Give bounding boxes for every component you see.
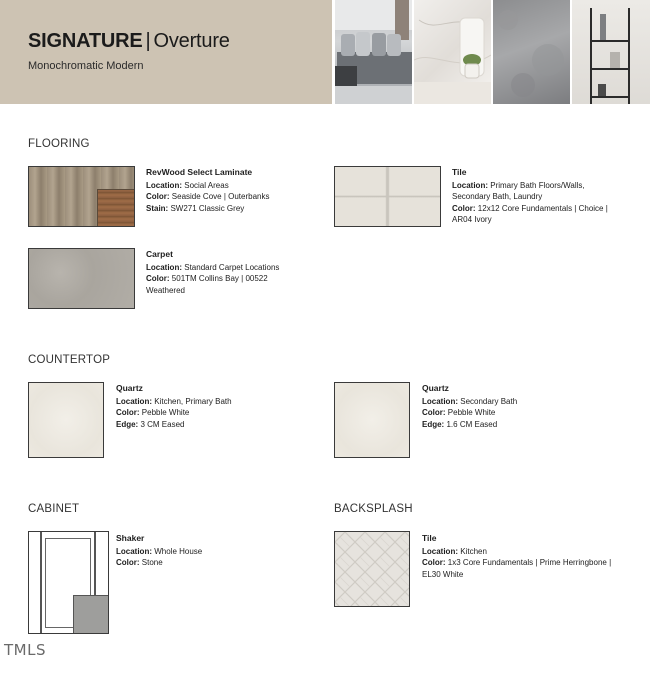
floor-tile-location: Primary Bath Floors/Walls, — [490, 180, 585, 190]
cabinet-details: Shaker Location: Whole House Color: Stone — [116, 533, 203, 567]
quartz-secondary-details: Quartz Location: Secondary Bath Color: Pebble White Edge: 1.6 CM Eased — [422, 383, 518, 429]
section-title-backsplash: BACKSPLASH — [334, 503, 413, 515]
cabinet-color-chip — [73, 595, 109, 634]
quartz-primary-name: Quartz — [116, 383, 143, 393]
section-title-flooring: FLOORING — [28, 138, 90, 150]
laminate-inset-swatch — [97, 189, 135, 227]
collection-name: Overture — [153, 30, 230, 52]
carpet-location: Standard Carpet Locations — [184, 262, 280, 272]
cabinet-location: Whole House — [154, 546, 203, 556]
page-subtitle: Monochromatic Modern — [28, 60, 144, 72]
laminate-swatch — [28, 166, 135, 227]
page-title — [28, 30, 230, 53]
living-room-photo — [335, 0, 412, 104]
cabinet-door-swatch — [28, 531, 109, 634]
floor-tile-name: Tile — [452, 167, 467, 177]
cabinet-color: Stone — [141, 558, 163, 567]
mls-watermark: TMLS — [4, 641, 46, 659]
concrete-texture-photo — [493, 0, 570, 104]
floor-tile-location-cont: Secondary Bath, Laundry — [452, 192, 543, 201]
cabinet-name: Shaker — [116, 533, 145, 543]
quartz-primary-location: Kitchen, Primary Bath — [154, 396, 232, 406]
laminate-name: RevWood Select Laminate — [146, 167, 253, 177]
laminate-stain: SW271 Classic Grey — [170, 203, 245, 213]
quartz-secondary-name: Quartz — [422, 383, 449, 393]
laminate-color: Seaside Cove | Outerbanks — [171, 192, 270, 201]
carpet-details: Carpet Location: Standard Carpet Locations Color: 501TM Collins Bay | 00522 Weathered — [146, 249, 280, 295]
carpet-color: 501TM Collins Bay | 00522 — [171, 274, 268, 283]
quartz-primary-edge: 3 CM Eased — [140, 419, 185, 429]
floor-tile-color: 12x12 Core Fundamentals | Choice | — [477, 203, 608, 213]
quartz-secondary-color: Pebble White — [447, 408, 496, 417]
quartz-secondary-location: Secondary Bath — [460, 396, 518, 406]
title-separator: | — [145, 30, 151, 52]
quartz-secondary-edge: 1.6 CM Eased — [446, 419, 498, 429]
herringbone-tile-swatch — [334, 531, 410, 607]
backsplash-tile-color: 1x3 Core Fundamentals | Prime Herringbone | — [447, 558, 612, 567]
carpet-color-cont: Weathered — [146, 285, 185, 295]
laminate-location: Social Areas — [184, 180, 229, 190]
laminate-details: RevWood Select Laminate Location: Social Areas Color: Seaside Cove | Outerbanks Stain: SW271 Classic Grey — [146, 167, 270, 213]
floor-tile-swatch — [334, 166, 441, 227]
backsplash-tile-location: Kitchen — [460, 546, 487, 556]
quartz-primary-details: Quartz Location: Kitchen, Primary Bath Color: Pebble White Edge: 3 CM Eased — [116, 383, 232, 429]
carpet-swatch — [28, 248, 135, 309]
shelf-decor-photo — [572, 0, 650, 104]
backsplash-tile-name: Tile — [422, 533, 437, 543]
backsplash-tile-color-cont: EL30 White — [422, 569, 464, 579]
brand-name: SIGNATURE — [28, 30, 143, 52]
section-title-countertop: COUNTERTOP — [28, 354, 111, 366]
floor-tile-details: Tile Location: Primary Bath Floors/Walls, Secondary Bath, Laundry Color: 12x12 Core Fundamentals | Choice | AR04 Ivory — [452, 167, 608, 224]
carpet-name: Carpet — [146, 249, 173, 259]
floor-tile-color-cont: AR04 Ivory — [452, 215, 492, 224]
marble-vase-photo — [414, 0, 491, 104]
backsplash-tile-details: Tile Location: Kitchen Color: 1x3 Core Fundamentals | Prime Herringbone | EL30 White — [422, 533, 612, 579]
quartz-swatch-secondary — [334, 382, 410, 458]
quartz-swatch-primary — [28, 382, 104, 458]
quartz-primary-color: Pebble White — [141, 408, 190, 417]
section-title-cabinet: CABINET — [28, 503, 80, 515]
